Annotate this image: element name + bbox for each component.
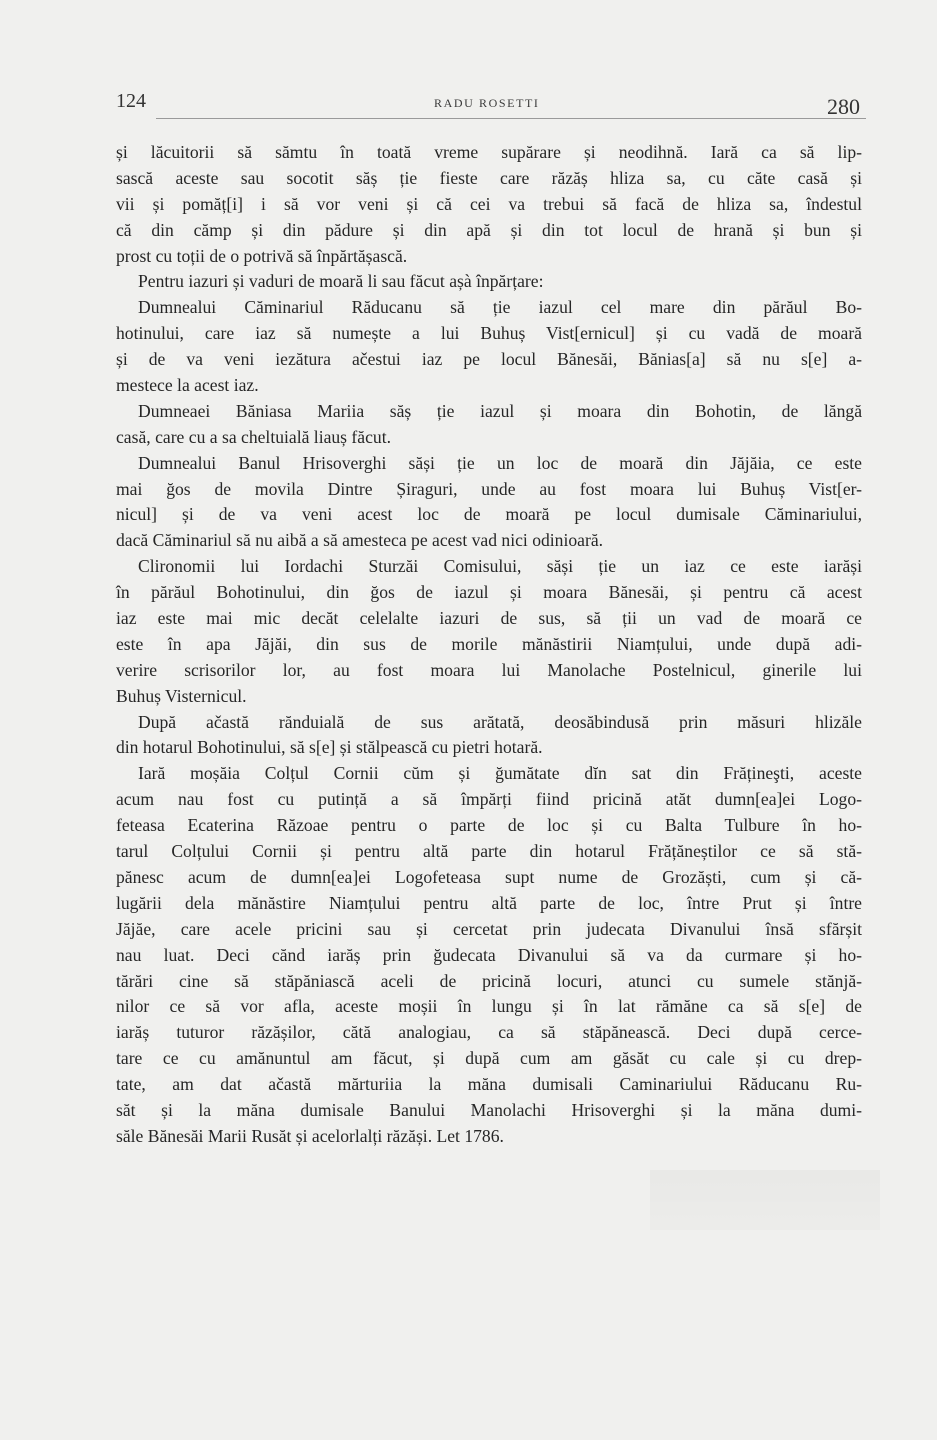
page-header — [116, 80, 866, 120]
header-rule — [156, 118, 866, 119]
text-line: iaz este mai mic decăt celelalte iazuri de sus, să ții un vad de moară ce — [116, 608, 862, 629]
text-line: Dumnealui Căminariul Răducanu să ție iazul cel mare din părăul Bo- — [138, 297, 862, 318]
text-line: lugării dela mănăstire Niamțului pentru altă parte de loc, între Prut și între — [116, 892, 862, 913]
text-line: Clironomii lui Iordachi Sturzăi Comisului, săși ție un iaz ce este iarăși — [138, 556, 862, 577]
page-number-left: 124 — [116, 90, 146, 112]
text-line: pănesc acum de dumn[ea]ei Logofeteasa supt nume de Grozăști, cum și că- — [116, 866, 862, 887]
text-line: casă, care cu a sa cheltuială liauș făcut. — [116, 426, 391, 447]
text-line: Jăjăe, care acele pricini sau și cercetat prin judecata Divanului însă sfărșit — [116, 918, 862, 939]
text-line: nilor ce să vor afla, aceste moșii în lungu și în lat rămăne ca să s[e] de — [116, 996, 862, 1017]
text-line: săt și la măna dumisale Banului Manolachi Hrisoverghi și la măna dumi- — [116, 1099, 862, 1120]
running-head: RADU ROSETTI — [434, 96, 540, 110]
text-line: săle Bănesăi Marii Rusăt și acelorlalți răzăși. Let 1786. — [116, 1125, 504, 1146]
text-line: tărări cine să stăpăniască aceli de pricină locuri, atunci cu sumele stănjă- — [116, 970, 862, 991]
text-line: sască aceste sau socotit săș ție fieste care răzăș hliza sa, cu căte casă și — [116, 167, 862, 188]
text-line: Buhuș Visternicul. — [116, 685, 247, 706]
text-line: tate, am dat ačastă mărturiia la măna dumisali Caminariului Răducanu Ru- — [116, 1074, 862, 1095]
text-line: După ačastă rănduială de sus arătată, deosăbindusă prin măsuri hlizăle — [138, 711, 862, 732]
text-line: Dumnealui Banul Hrisoverghi săși ție un loc de moară din Jăjăia, ce este — [138, 452, 862, 473]
text-line: nicul] și de va veni acest loc de moară pe locul dumisale Căminariului, — [116, 504, 862, 525]
text-line: că din cămp și din pădure și din apă și din tot locul de hrană și bun și — [116, 219, 862, 240]
body-text — [116, 140, 862, 1150]
bleed-through-shadow — [650, 1170, 880, 1230]
text-line: dacă Căminariul să nu aibă a să amesteca pe acest vad nici odinioară. — [116, 530, 604, 551]
text-line: este în apa Jăjăi, din sus de morile mănăstirii Niamțului, unde după adi- — [116, 633, 862, 654]
text-line: mai ğos de movila Dintre Șiraguri, unde au fost moara lui Buhuș Vist[er- — [116, 478, 862, 499]
text-line: acum nau fost cu putință a să împărți fiind pricină atăt dumn[ea]ei Logo- — [116, 789, 862, 810]
text-line: nau luat. Deci cănd iarăș prin ğudecata Divanului să va da curmare și ho- — [116, 944, 862, 965]
text-line: vii și pomăț[i] i să vor veni și că cei va trebui să facă de hliza sa, îndestul — [116, 193, 862, 214]
text-line: tare ce cu amănuntul am făcut, și după cum am găsăt cu cale și cu drep- — [116, 1048, 862, 1069]
text-line: verire scrisorilor lor, au fost moara lui Manolache Postelnicul, ginerile lui — [116, 659, 862, 680]
text-line: Pentru iazuri și vaduri de moară li sau făcut așà înpărțare: — [138, 271, 544, 292]
text-line: prost cu toții de o potrivă să înpărtășască. — [116, 245, 408, 266]
text-line: hotinului, care iaz să numește a lui Buhuș Vist[ernicul] și cu vadă de moară — [116, 323, 862, 344]
text-line: Dumneaei Băniasa Mariia săș ție iazul și moara din Bohotin, de lăngă — [138, 400, 862, 421]
page-number-right: 280 — [827, 94, 860, 119]
text-line: iarăș tuturor răzășilor, cătă analogiau, ca să stăpănească. Deci după cerce- — [116, 1022, 862, 1043]
text-line: și de va veni iezătura ačestui iaz pe locul Bănesăi, Bănias[a] să nu s[e] a- — [116, 349, 862, 370]
text-line: și lăcuitorii să sămtu în toată vreme supărare și neodihnă. Iară ca să lip- — [116, 142, 862, 162]
text-line: mestece la acest iaz. — [116, 375, 259, 396]
text-line: Iară moșăia Colțul Cornii cŭm și ğumătate dĭn sat din Frățineşti, aceste — [138, 763, 862, 784]
text-line: feteasa Ecaterina Răzoae pentru o parte de loc și cu Balta Tulbure în ho- — [116, 815, 862, 836]
text-line: tarul Colțului Cornii și pentru altă parte din hotarul Frățăneștilor ce să stă- — [116, 841, 862, 862]
text-line: în părăul Bohotinului, din ğos de iazul și moara Bănesăi, și pentru că acest — [116, 582, 862, 603]
text-line: din hotarul Bohotinului, să s[e] și stălpească cu pietri hotară. — [116, 737, 543, 758]
